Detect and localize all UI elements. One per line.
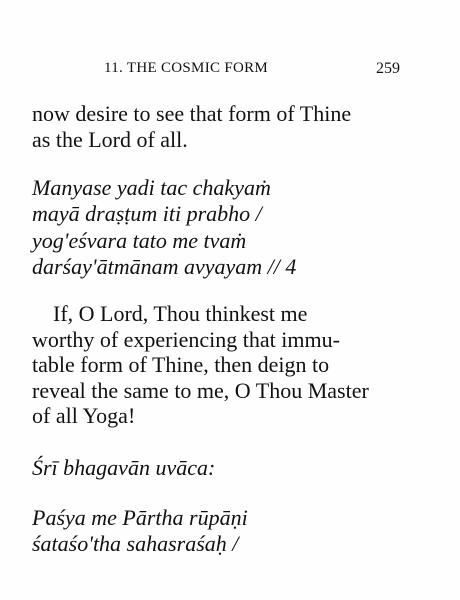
verse-line: darśay'ātmānam avyayam // 4 — [32, 254, 297, 279]
running-header — [0, 60, 460, 80]
text-line: table form of Thine, then deign to — [32, 352, 330, 377]
text-line: reveal the same to me, O Thou Master — [32, 378, 369, 403]
verse-line: Paśya me Pārtha rūpāṇi — [32, 505, 248, 530]
verse-line: mayā draṣṭum iti prabho / — [32, 201, 262, 226]
chapter-title: 11. THE COSMIC FORM — [104, 60, 269, 76]
text-line: as the Lord of all. — [32, 127, 188, 152]
page-number: 259 — [376, 60, 400, 77]
verse-line: yog'eśvara tato me tvaṁ — [32, 228, 247, 253]
verse-line: Manyase yadi tac chakyaṁ — [32, 175, 271, 200]
text-line: now desire to see that form of Thine — [32, 101, 352, 126]
text-line: worthy of experiencing that immu- — [32, 327, 340, 352]
text-line: If, O Lord, Thou thinkest me — [53, 301, 308, 326]
text-line: of all Yoga! — [32, 403, 136, 428]
speaker-line: Śrī bhagavān uvāca: — [32, 455, 216, 480]
verse-line: śataśo'tha sahasraśaḥ / — [32, 531, 239, 556]
